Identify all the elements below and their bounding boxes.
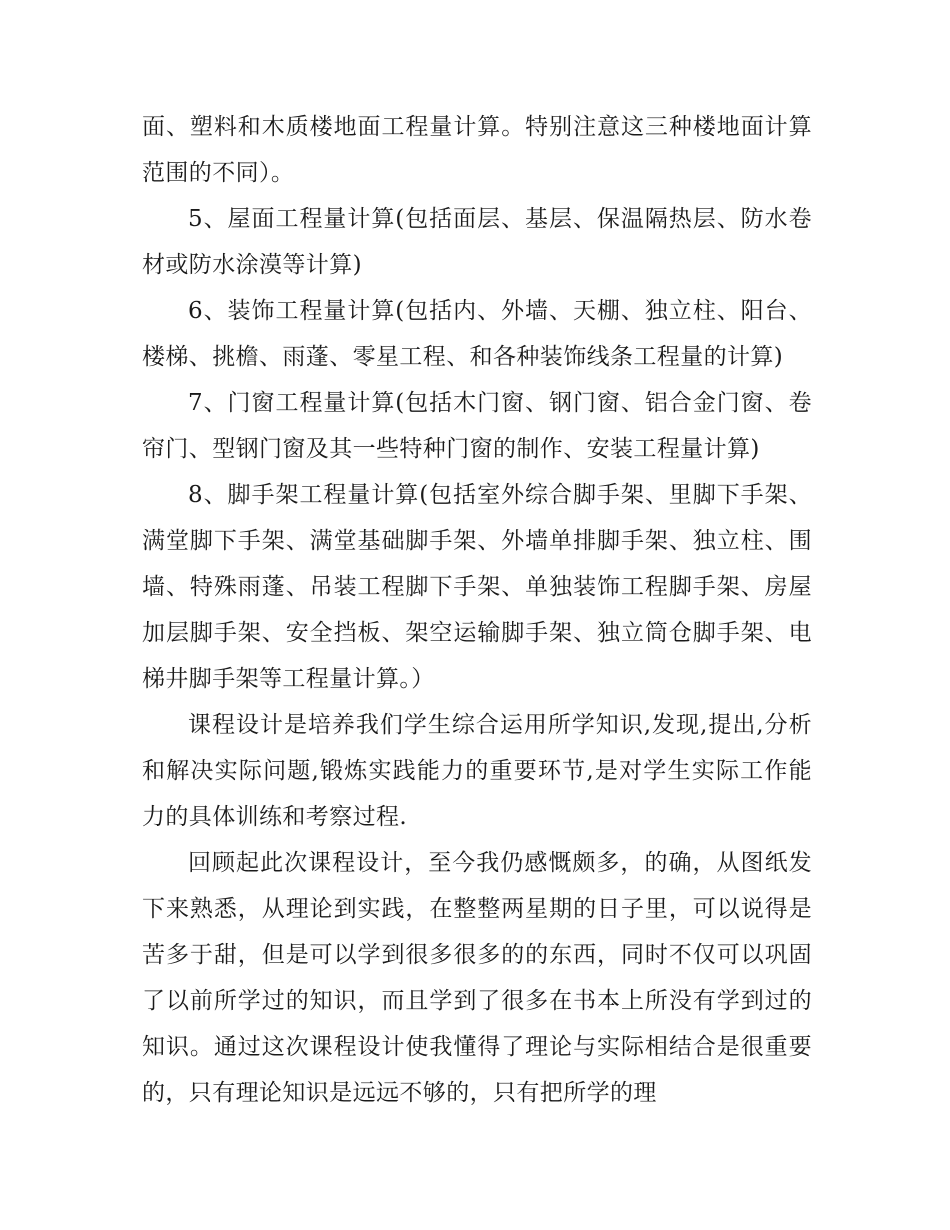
paragraph-decoration-calculation: 6、装饰工程量计算(包括内、外墙、天棚、独立柱、阳台、楼梯、挑檐、雨蓬、零星工程、和各种装饰线条工程量的计算) (142, 298, 812, 370)
paragraph-course-design-purpose: 课程设计是培养我们学生综合运用所学知识,发现,提出,分析和解决实际问题,锻炼实践能力的重要环节,是对学生实际工作能力的具体训练和考察过程. (142, 712, 812, 830)
paragraph-door-window-calculation: 7、门窗工程量计算(包括木门窗、钢门窗、铝合金门窗、卷帘门、型钢门窗及其一些特种门窗的制作、安装工程量计算) (142, 390, 812, 462)
paragraph-scaffold-calculation: 8、脚手架工程量计算(包括室外综合脚手架、里脚下手架、满堂脚下手架、满堂基础脚手架、外墙单排脚手架、独立柱、围墙、特殊雨蓬、吊装工程脚下手架、单独装饰工程脚手架、房屋加层脚手架、安全挡板、架空运输脚手架、独立筒仓脚手架、电梯井脚手架等工程量计算。） (142, 482, 812, 692)
paragraph-floor-continuation: 面、塑料和木质楼地面工程量计算。特别注意这三种楼地面计算范围的不同）。 (142, 114, 812, 186)
document-body (142, 104, 812, 1116)
paragraph-roof-calculation: 5、屋面工程量计算(包括面层、基层、保温隔热层、防水卷材或防水涂漠等计算) (142, 206, 812, 278)
paragraph-course-design-reflection: 回顾起此次课程设计，至今我仍感慨颇多，的确，从图纸发下来熟悉，从理论到实践，在整整两星期的日子里，可以说得是苦多于甜，但是可以学到很多很多的的东西，同时不仅可以巩固了以前所学过的知识，而且学到了很多在书本上所没有学到过的知识。通过这次课程设计使我懂得了理论与实际相结合是很重要的，只有理论知识是远远不够的，只有把所学的理 (142, 850, 812, 1106)
